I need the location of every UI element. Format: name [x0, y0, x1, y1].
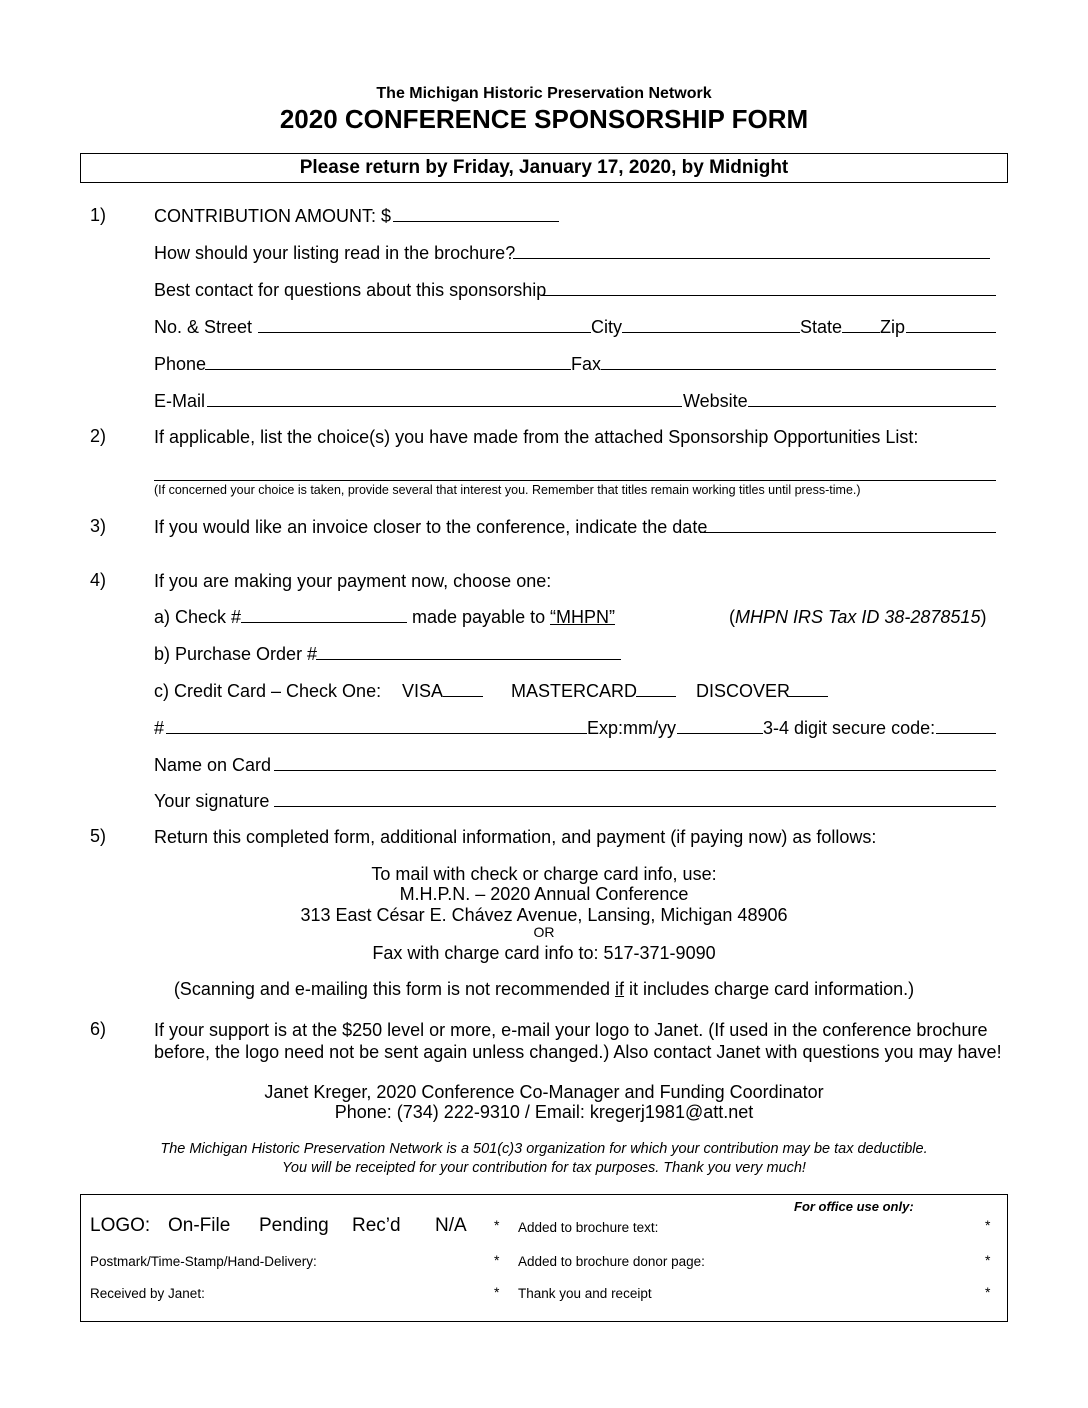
zip-label: Zip: [880, 317, 906, 337]
tax-id: [729, 606, 986, 628]
contact-name: Janet Kreger, 2020 Conference Co-Manager and Funding Coordinator: [264, 1082, 824, 1102]
nonprofit-statement: The Michigan Historic Preservation Network is a 501(c)3 organization for which your contribution may be tax deductible.: [160, 1141, 928, 1157]
org-name: The Michigan Historic Preservation Network: [376, 85, 712, 102]
mail-address: 313 East César E. Chávez Avenue, Lansing, Michigan 48906: [300, 905, 788, 925]
check-label: a) Check #: [154, 607, 242, 627]
website-label: Website: [683, 391, 748, 411]
signature-label: Your signature: [154, 791, 270, 811]
mail-line-2: M.H.P.N. – 2020 Annual Conference: [399, 884, 689, 904]
deadline-banner: Please return by Friday, January 17, 2020, by Midnight: [80, 153, 1008, 183]
added-donor-label: Added to brochure donor page:: [518, 1254, 705, 1269]
scan-warning-post: it includes charge card information.): [624, 979, 915, 999]
receipt-statement: You will be receipted for your contribution for tax purposes. Thank you very much!: [282, 1160, 806, 1176]
thankyou-label: Thank you and receipt: [518, 1286, 652, 1301]
card-number-label: #: [154, 718, 165, 738]
name-on-card-label: Name on Card: [154, 755, 272, 775]
contribution-field[interactable]: [393, 221, 559, 222]
po-label: b) Purchase Order #: [154, 644, 318, 664]
invoice-label: If you would like an invoice closer to the conference, indicate the date: [154, 517, 708, 537]
asterisk-2: *: [985, 1217, 991, 1233]
payable-label: made payable to: [412, 607, 546, 627]
city-label: City: [591, 317, 622, 337]
sponsorship-choices-label: If applicable, list the choice(s) you have made from the attached Sponsorship Opportunities List:: [154, 427, 919, 447]
section-2-number: 2): [90, 426, 107, 446]
listing-field[interactable]: [513, 258, 990, 259]
invoice-date-field[interactable]: [700, 532, 996, 533]
phone-label: Phone: [154, 354, 207, 374]
credit-card-label: c) Credit Card – Check One:: [154, 681, 382, 701]
mastercard-label: MASTERCARD: [511, 681, 638, 701]
scan-warning: [0, 978, 1088, 1000]
fax-field[interactable]: [601, 369, 996, 370]
asterisk-6: *: [985, 1284, 991, 1300]
name-on-card-field[interactable]: [274, 770, 996, 771]
logo-pending: Pending: [259, 1215, 329, 1236]
website-field[interactable]: [748, 406, 996, 407]
added-text-label: Added to brochure text:: [518, 1220, 659, 1235]
listing-label: How should your listing read in the brochure?: [154, 243, 516, 263]
sponsorship-choices-field[interactable]: [154, 480, 996, 481]
exp-field[interactable]: [677, 733, 763, 734]
secure-code-field[interactable]: [936, 733, 996, 734]
state-label: State: [800, 317, 843, 337]
fax-instructions: Fax with charge card info to: 517-371-9090: [372, 943, 716, 963]
email-field[interactable]: [207, 406, 682, 407]
payment-label: If you are making your payment now, choose one:: [154, 571, 552, 591]
asterisk-4: *: [985, 1252, 991, 1268]
tax-id-text: MHPN IRS Tax ID 38-2878515: [735, 607, 981, 627]
email-label: E-Mail: [154, 391, 206, 411]
tax-id-close: ): [980, 607, 987, 627]
discover-label: DISCOVER: [696, 681, 791, 701]
visa-label: VISA: [402, 681, 444, 701]
contact-details: Phone: (734) 222-9310 / Email: kregerj1981@att.net: [334, 1102, 754, 1122]
asterisk-5: *: [494, 1284, 500, 1300]
fax-label: Fax: [571, 354, 602, 374]
sponsorship-note: (If concerned your choice is taken, provide several that interest you. Remember that titles remain working titles until press-time.): [154, 483, 861, 497]
received-label: Received by Janet:: [90, 1286, 205, 1301]
street-label: No. & Street: [154, 317, 253, 337]
city-field[interactable]: [622, 332, 800, 333]
logo-label: LOGO:: [90, 1215, 151, 1236]
zip-field[interactable]: [906, 332, 996, 333]
section-4-number: 4): [90, 570, 107, 590]
office-use-heading: For office use only:: [794, 1199, 914, 1214]
payee-name: “MHPN”: [550, 607, 615, 627]
section-6-number: 6): [90, 1019, 107, 1039]
asterisk-3: *: [494, 1252, 500, 1268]
phone-field[interactable]: [205, 369, 571, 370]
asterisk-1: *: [494, 1217, 500, 1233]
scan-warning-if: if: [615, 979, 625, 999]
contact-field[interactable]: [541, 295, 996, 296]
secure-code-label: 3-4 digit secure code:: [763, 718, 936, 738]
signature-field[interactable]: [274, 806, 996, 807]
card-number-field[interactable]: [166, 733, 587, 734]
or-label: OR: [533, 924, 555, 940]
mastercard-check-field[interactable]: [636, 696, 676, 697]
logo-onfile: On-File: [168, 1215, 231, 1236]
section-5-number: 5): [90, 826, 107, 846]
state-field[interactable]: [842, 332, 880, 333]
section-1-number: 1): [90, 205, 107, 225]
postmark-label: Postmark/Time-Stamp/Hand-Delivery:: [90, 1254, 317, 1269]
po-field[interactable]: [316, 659, 621, 660]
tax-id-open: (: [729, 607, 735, 627]
scan-warning-pre: (Scanning and e-mailing this form is not recommended: [173, 979, 616, 999]
street-field[interactable]: [258, 332, 591, 333]
check-number-field[interactable]: [241, 622, 407, 623]
logo-recd: Rec’d: [352, 1215, 401, 1236]
return-instructions: Return this completed form, additional information, and payment (if paying now) as follows:: [154, 827, 877, 847]
logo-instructions-line-1: If your support is at the $250 level or more, e-mail your logo to Janet. (If used in the conference brochure: [154, 1020, 988, 1040]
visa-check-field[interactable]: [443, 696, 483, 697]
logo-instructions-line-2: before, the logo need not be sent again unless changed.) Also contact Janet with questions you may have!: [154, 1042, 1002, 1062]
mail-line-1: To mail with check or charge card info, use:: [371, 864, 717, 884]
contribution-label: CONTRIBUTION AMOUNT: $: [154, 206, 392, 226]
exp-label: Exp:mm/yy: [587, 718, 677, 738]
form-title: 2020 CONFERENCE SPONSORSHIP FORM: [279, 104, 809, 134]
contact-label: Best contact for questions about this sponsorship: [154, 280, 547, 300]
section-3-number: 3): [90, 516, 107, 536]
discover-check-field[interactable]: [788, 696, 828, 697]
logo-na: N/A: [435, 1215, 467, 1236]
